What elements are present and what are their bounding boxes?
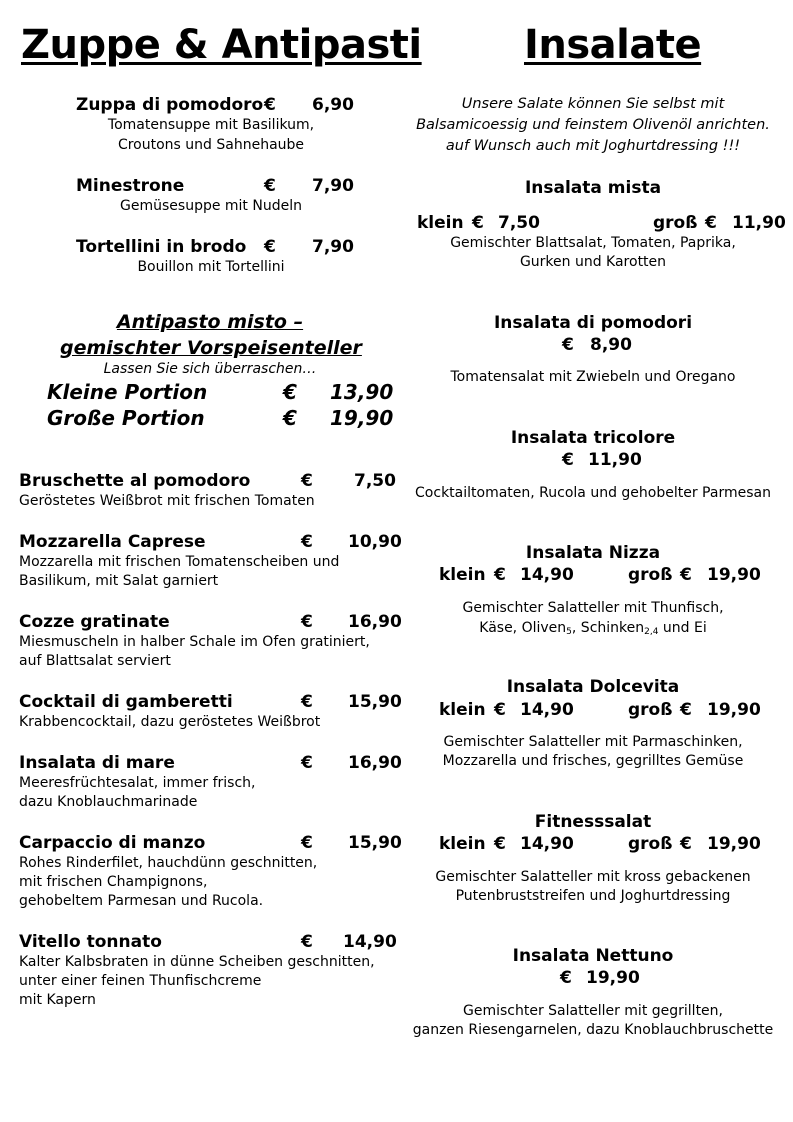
salad-desc: Gurken und Karotten: [519, 254, 667, 270]
menu-item-desc: Gemüsesuppe mit Nudeln: [120, 198, 302, 214]
salad-price: 7,50: [498, 213, 540, 233]
menu-item-desc: unter einer feinen Thunfischcreme: [19, 973, 262, 989]
menu-item-price: 15,90: [348, 692, 402, 712]
desc-text: Käse, Oliven: [479, 620, 567, 636]
misto-title: gemischter Vorspeisenteller: [60, 337, 362, 359]
menu-item-desc: Meeresfrüchtesalat, immer frisch,: [19, 775, 256, 791]
currency: €: [494, 565, 506, 585]
portion-price: 13,90: [330, 380, 394, 404]
salad-price: 11,90: [732, 213, 786, 233]
menu-item-price: 16,90: [348, 753, 402, 773]
portion-price: 19,90: [330, 406, 394, 430]
currency: €: [283, 406, 297, 430]
menu-item-desc: dazu Knoblauchmarinade: [19, 794, 198, 810]
salad-desc: Cocktailtomaten, Rucola und gehobelter Parmesan: [415, 485, 771, 501]
portion-label: Kleine Portion: [47, 380, 208, 404]
portion-label: Große Portion: [47, 406, 205, 430]
currency: €: [264, 237, 276, 257]
menu-item-desc: Tomatensuppe mit Basilikum,: [107, 117, 315, 133]
currency: €: [264, 95, 276, 115]
salad-name: Insalata Dolcevita: [506, 677, 680, 697]
currency: €: [560, 968, 572, 988]
menu-item-desc: mit frischen Champignons,: [19, 874, 208, 890]
menu-item-name: Vitello tonnato: [19, 932, 162, 952]
size-label: klein: [417, 213, 464, 233]
currency: €: [283, 380, 297, 404]
salad-name: Insalata Nizza: [525, 543, 661, 563]
desc-text: , Schinken: [571, 620, 645, 636]
currency: €: [301, 692, 313, 712]
intro-line: Balsamicoessig und feinstem Olivenöl anrichten.: [416, 117, 770, 133]
size-label: groß: [653, 213, 698, 233]
menu-item-name: Cozze gratinate: [19, 612, 170, 632]
salad-price: 8,90: [590, 335, 632, 355]
intro-line: auf Wunsch auch mit Joghurtdressing !!!: [445, 138, 741, 154]
desc-text: und Ei: [658, 620, 707, 636]
salad-desc: [398, 620, 788, 637]
salad-price: 19,90: [707, 834, 761, 854]
salad-name: Insalata Nettuno: [512, 946, 674, 966]
salad-price: 14,90: [520, 700, 574, 720]
salad-price: 14,90: [520, 565, 574, 585]
menu-item-price: 7,90: [312, 237, 354, 257]
menu-item-desc: Croutons und Sahnehaube: [117, 137, 305, 153]
menu-item-name: Insalata di mare: [19, 753, 175, 773]
salad-price: 19,90: [586, 968, 640, 988]
misto-subtitle: Lassen Sie sich überraschen…: [103, 361, 317, 377]
menu-item-desc: Basilikum, mit Salat garniert: [19, 573, 219, 589]
size-label: klein: [439, 565, 486, 585]
menu-item-name: Zuppa di pomodoro: [76, 95, 264, 115]
menu-item-price: 7,90: [312, 176, 354, 196]
menu-item-price: 10,90: [348, 532, 402, 552]
menu-item-name: Carpaccio di manzo: [19, 833, 206, 853]
salad-desc: Gemischter Salatteller mit kross gebackenen: [435, 869, 751, 885]
menu-item-desc: auf Blattsalat serviert: [19, 653, 171, 669]
salad-desc: Gemischter Salatteller mit Thunfisch,: [462, 600, 724, 616]
currency: €: [680, 700, 692, 720]
salad-name: Insalata mista: [524, 178, 662, 198]
menu-item-name: Bruschette al pomodoro: [19, 471, 251, 491]
menu-item-desc: Miesmuscheln in halber Schale im Ofen gratiniert,: [19, 634, 370, 650]
salad-name: Insalata tricolore: [510, 428, 676, 448]
menu-item-price: 15,90: [348, 833, 402, 853]
menu-item-price: 16,90: [348, 612, 402, 632]
menu-item-desc: mit Kapern: [19, 992, 96, 1008]
menu-item-desc: gehobeltem Parmesan und Rucola.: [19, 893, 264, 909]
currency: €: [562, 335, 574, 355]
menu-item-price: 14,90: [343, 932, 397, 952]
menu-item-desc: Rohes Rinderfilet, hauchdünn geschnitten,: [19, 855, 318, 871]
size-label: klein: [439, 834, 486, 854]
salad-name: Fitnesssalat: [534, 812, 652, 832]
salad-name: Insalata di pomodori: [493, 313, 693, 333]
menu-item-price: 6,90: [312, 95, 354, 115]
salad-desc: Mozzarella und frisches, gegrilltes Gemüse: [442, 753, 744, 769]
salad-price: 14,90: [520, 834, 574, 854]
currency: €: [301, 753, 313, 773]
menu-item-name: Minestrone: [76, 176, 185, 196]
size-label: groß: [628, 565, 673, 585]
currency: €: [705, 213, 717, 233]
menu-item-name: Mozzarella Caprese: [19, 532, 206, 552]
menu-item-price: 7,50: [354, 471, 396, 491]
currency: €: [562, 450, 574, 470]
currency: €: [494, 834, 506, 854]
currency: €: [301, 833, 313, 853]
menu-item-desc: Krabbencocktail, dazu geröstetes Weißbrot: [19, 714, 321, 730]
salad-desc: Gemischter Salatteller mit gegrillten,: [463, 1003, 723, 1019]
currency: €: [301, 612, 313, 632]
menu-item-desc: Geröstetes Weißbrot mit frischen Tomaten: [19, 493, 315, 509]
salad-price: 11,90: [588, 450, 642, 470]
salad-desc: Putenbruststreifen und Joghurtdressing: [455, 888, 731, 904]
left-section-title: Zuppe & Antipasti: [21, 22, 422, 68]
salad-desc: Gemischter Blattsalat, Tomaten, Paprika,: [450, 235, 736, 251]
currency: €: [301, 932, 313, 952]
allergen-index: 2,4: [644, 627, 659, 637]
size-label: groß: [628, 700, 673, 720]
currency: €: [301, 471, 313, 491]
menu-item-name: Tortellini in brodo: [76, 237, 247, 257]
currency: €: [680, 834, 692, 854]
misto-title: Antipasto misto –: [116, 311, 304, 333]
salad-price: 19,90: [707, 565, 761, 585]
currency: €: [494, 700, 506, 720]
intro-line: Unsere Salate können Sie selbst mit: [461, 96, 725, 112]
currency: €: [680, 565, 692, 585]
currency: €: [264, 176, 276, 196]
menu-item-desc: Bouillon mit Tortellini: [137, 259, 285, 275]
right-section-title: Insalate: [524, 22, 702, 68]
salad-price: 19,90: [707, 700, 761, 720]
menu-item-desc: Mozzarella mit frischen Tomatenscheiben und: [19, 554, 340, 570]
menu-item-name: Cocktail di gamberetti: [19, 692, 233, 712]
salad-desc: Tomatensalat mit Zwiebeln und Oregano: [450, 369, 736, 385]
allergen-index: 5: [566, 627, 572, 637]
size-label: klein: [439, 700, 486, 720]
menu-item-desc: Kalter Kalbsbraten in dünne Scheiben geschnitten,: [19, 954, 375, 970]
salad-desc: ganzen Riesengarnelen, dazu Knoblauchbruschette: [412, 1022, 774, 1038]
currency: €: [301, 532, 313, 552]
currency: €: [472, 213, 484, 233]
size-label: groß: [628, 834, 673, 854]
salad-desc: Gemischter Salatteller mit Parmaschinken,: [443, 734, 743, 750]
